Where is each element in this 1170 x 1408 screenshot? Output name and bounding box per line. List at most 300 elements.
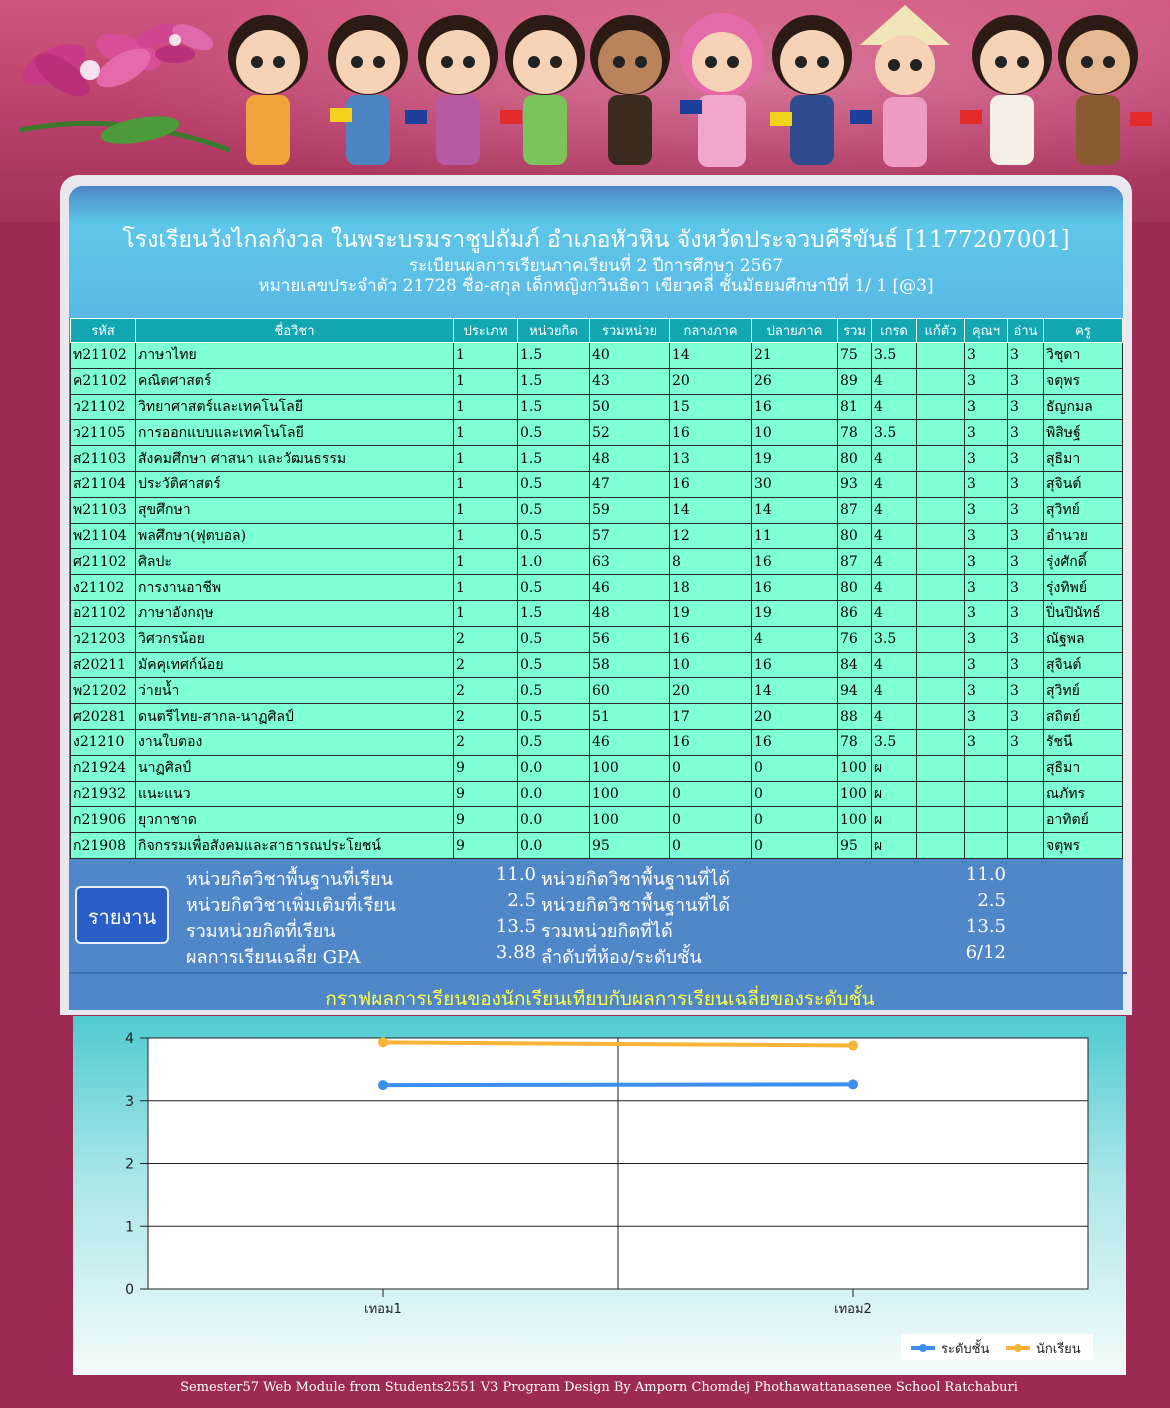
table-cell: 0 <box>670 755 752 781</box>
table-cell: 95 <box>590 833 670 859</box>
table-cell: 3.5 <box>872 343 917 369</box>
table-cell: 2 <box>454 626 518 652</box>
table-cell: 1.5 <box>518 343 590 369</box>
table-cell: 63 <box>590 549 670 575</box>
table-cell: ธัญกมล <box>1044 394 1123 420</box>
table-cell: 78 <box>838 729 872 755</box>
table-cell: 0 <box>670 781 752 807</box>
legend-label: นักเรียน <box>1036 1342 1081 1357</box>
table-cell: 4 <box>872 523 917 549</box>
summary-label-2: รวมหน่วยกิตที่ได้ <box>541 921 673 942</box>
table-cell: สุธิมา <box>1044 446 1123 472</box>
table-cell: 3 <box>965 343 1008 369</box>
column-header: รวม <box>838 319 872 343</box>
table-cell: จตุพร <box>1044 368 1123 394</box>
school-name: โรงเรียนวังไกลกังวล ในพระบรมราชูปถัมภ์ อำเภอหัวหิน จังหวัดประจวบคีรีขันธ์ [1177207001] <box>122 227 1070 253</box>
table-cell: 0.0 <box>518 781 590 807</box>
table-cell: 12 <box>670 523 752 549</box>
table-cell: วิชุดา <box>1044 343 1123 369</box>
table-cell: อ21102 <box>71 600 136 626</box>
table-cell: 94 <box>838 678 872 704</box>
table-cell: 4 <box>872 394 917 420</box>
table-cell: แนะแนว <box>136 781 454 807</box>
table-cell: 4 <box>872 368 917 394</box>
table-cell: 1 <box>454 420 518 446</box>
table-cell: 1.5 <box>518 394 590 420</box>
column-header: ประเภท <box>454 319 518 343</box>
table-cell <box>917 420 965 446</box>
table-cell: 3 <box>965 420 1008 446</box>
table-cell: ปิ่นปินัทธ์ <box>1044 600 1123 626</box>
table-cell: 4 <box>872 471 917 497</box>
data-point <box>378 1037 388 1047</box>
table-cell: ง21102 <box>71 575 136 601</box>
column-header: เกรด <box>872 319 917 343</box>
table-cell: สุจินต์ <box>1044 652 1123 678</box>
column-header: อ่าน <box>1008 319 1044 343</box>
table-cell: 46 <box>590 575 670 601</box>
table-cell: 16 <box>752 652 838 678</box>
table-cell: ภาษาไทย <box>136 343 454 369</box>
table-cell: 16 <box>752 549 838 575</box>
divider <box>69 972 1127 974</box>
table-row <box>71 781 1123 807</box>
table-cell: ส21103 <box>71 446 136 472</box>
table-cell: พ21104 <box>71 523 136 549</box>
table-cell: 20 <box>670 368 752 394</box>
summary-label: ผลการเรียนเฉลี่ย GPA <box>186 947 361 968</box>
table-cell: 100 <box>838 807 872 833</box>
table-cell: 3 <box>965 368 1008 394</box>
table-cell: 11 <box>752 523 838 549</box>
table-cell: พ21202 <box>71 678 136 704</box>
table-cell: 3 <box>1008 420 1044 446</box>
table-cell: ก21908 <box>71 833 136 859</box>
table-cell: วิทยาศาสตร์และเทคโนโลยี <box>136 394 454 420</box>
table-cell: ว21203 <box>71 626 136 652</box>
table-cell: 16 <box>670 471 752 497</box>
table-cell: วิศวกรน้อย <box>136 626 454 652</box>
footer-credit: Semester57 Web Module from Students2551 V3 Program Design By Amporn Chomdej Phothawattanasenee School Ratchaburi <box>180 1380 1018 1395</box>
table-cell: คณิตศาสตร์ <box>136 368 454 394</box>
table-cell: 1.5 <box>518 600 590 626</box>
table-cell: ท21102 <box>71 343 136 369</box>
table-cell: ประวัติศาสตร์ <box>136 471 454 497</box>
table-cell: 2 <box>454 678 518 704</box>
table-cell: 87 <box>838 549 872 575</box>
table-cell: 1.0 <box>518 549 590 575</box>
report-button[interactable]: รายงาน <box>75 886 169 944</box>
table-row <box>71 471 1123 497</box>
legend-marker <box>1014 1344 1022 1352</box>
table-cell: 1 <box>454 368 518 394</box>
table-cell <box>1008 781 1044 807</box>
table-cell: ยุวกาชาด <box>136 807 454 833</box>
table-cell: 3.5 <box>872 420 917 446</box>
summary-row <box>186 864 1016 888</box>
table-cell: 88 <box>838 704 872 730</box>
table-cell <box>917 497 965 523</box>
table-cell: ศ20281 <box>71 704 136 730</box>
y-tick-label: 3 <box>125 1093 134 1110</box>
summary-label: รวมหน่วยกิตที่เรียน <box>186 921 336 942</box>
table-cell <box>1008 755 1044 781</box>
table-cell: 1 <box>454 471 518 497</box>
table-cell: 2 <box>454 652 518 678</box>
summary-row <box>186 916 1016 940</box>
table-cell: 1 <box>454 394 518 420</box>
table-cell: 52 <box>590 420 670 446</box>
table-cell: 26 <box>752 368 838 394</box>
table-cell: 13 <box>670 446 752 472</box>
table-cell: รัชนี <box>1044 729 1123 755</box>
table-cell: 0.5 <box>518 471 590 497</box>
table-cell <box>917 626 965 652</box>
table-row <box>71 343 1123 369</box>
chart-title: กราฟผลการเรียนของนักเรียนเทียบกับผลการเรียนเฉลี่ยของระดับชั้น <box>325 988 875 1010</box>
grades-table <box>70 318 1123 859</box>
table-body <box>71 343 1123 859</box>
table-cell: รุ่งทิพย์ <box>1044 575 1123 601</box>
table-cell <box>917 755 965 781</box>
table-cell: 18 <box>670 575 752 601</box>
table-cell: 3 <box>1008 446 1044 472</box>
table-cell: 43 <box>590 368 670 394</box>
table-cell: 48 <box>590 600 670 626</box>
table-cell: 9 <box>454 755 518 781</box>
table-cell: ผ <box>872 833 917 859</box>
table-cell: 58 <box>590 652 670 678</box>
table-cell: 51 <box>590 704 670 730</box>
table-cell: 3 <box>965 600 1008 626</box>
table-cell: 40 <box>590 343 670 369</box>
table-cell: 76 <box>838 626 872 652</box>
column-header: รหัส <box>71 319 136 343</box>
table-cell <box>917 523 965 549</box>
table-cell: 0.5 <box>518 652 590 678</box>
table-cell: 100 <box>838 755 872 781</box>
table-cell: 3 <box>965 652 1008 678</box>
table-cell <box>1008 833 1044 859</box>
table-cell: 3 <box>965 446 1008 472</box>
table-row <box>71 704 1123 730</box>
table-cell: สังคมศึกษา ศาสนา และวัฒนธรรม <box>136 446 454 472</box>
column-header: คุณฯ <box>965 319 1008 343</box>
table-cell: ผ <box>872 807 917 833</box>
table-cell: 84 <box>838 652 872 678</box>
table-cell: 80 <box>838 575 872 601</box>
column-header: รวมหน่วย <box>590 319 670 343</box>
table-cell <box>917 549 965 575</box>
table-cell: นาฏศิลป์ <box>136 755 454 781</box>
table-cell: สุขศึกษา <box>136 497 454 523</box>
table-cell <box>917 343 965 369</box>
summary-label-2: หน่วยกิตวิชาพื้นฐานที่ได้ <box>541 869 730 890</box>
table-cell: 3 <box>965 626 1008 652</box>
summary-value: 11.0 <box>495 864 536 885</box>
table-cell: 3 <box>1008 600 1044 626</box>
table-row <box>71 523 1123 549</box>
summary-value-2: 2.5 <box>977 890 1006 911</box>
summary-value: 13.5 <box>495 916 536 937</box>
table-cell <box>1008 807 1044 833</box>
table-row <box>71 729 1123 755</box>
table-row <box>71 833 1123 859</box>
table-cell: 3 <box>1008 394 1044 420</box>
table-row <box>71 420 1123 446</box>
table-cell: 3 <box>1008 368 1044 394</box>
table-cell: 3 <box>965 729 1008 755</box>
table-cell: 100 <box>590 755 670 781</box>
table-cell: 3 <box>965 394 1008 420</box>
table-cell: 3 <box>1008 652 1044 678</box>
summary-section <box>0 860 1170 970</box>
table-cell: 80 <box>838 523 872 549</box>
table-cell: สุธิมา <box>1044 755 1123 781</box>
table-cell: 21 <box>752 343 838 369</box>
table-row <box>71 446 1123 472</box>
series-line-0 <box>383 1084 853 1085</box>
table-cell: การออกแบบและเทคโนโลยี <box>136 420 454 446</box>
table-cell: 3 <box>1008 471 1044 497</box>
table-cell: 0.5 <box>518 729 590 755</box>
table-cell: 75 <box>838 343 872 369</box>
table-cell: การงานอาชีพ <box>136 575 454 601</box>
column-header: ปลายภาค <box>752 319 838 343</box>
table-cell: 20 <box>670 678 752 704</box>
table-cell: 3 <box>965 704 1008 730</box>
table-cell: 3 <box>965 497 1008 523</box>
data-point <box>848 1041 858 1051</box>
table-cell: ก21932 <box>71 781 136 807</box>
table-cell: พิสิษฐ์ <box>1044 420 1123 446</box>
table-cell: 3 <box>1008 575 1044 601</box>
table-cell: 0.5 <box>518 575 590 601</box>
table-cell: 4 <box>872 497 917 523</box>
table-cell <box>917 781 965 807</box>
table-cell: 60 <box>590 678 670 704</box>
table-cell: 16 <box>670 626 752 652</box>
column-header: ครู <box>1044 319 1123 343</box>
column-header: หน่วยกิต <box>518 319 590 343</box>
table-cell: 19 <box>670 600 752 626</box>
table-cell: 1.5 <box>518 446 590 472</box>
report-header <box>69 186 1123 318</box>
table-cell: 9 <box>454 781 518 807</box>
table-cell: 4 <box>872 704 917 730</box>
table-cell: 30 <box>752 471 838 497</box>
table-cell: 4 <box>872 600 917 626</box>
table-cell: พ21103 <box>71 497 136 523</box>
column-header: กลางภาค <box>670 319 752 343</box>
column-header: ชื่อวิชา <box>136 319 454 343</box>
table-cell: 1 <box>454 497 518 523</box>
table-cell: 15 <box>670 394 752 420</box>
table-cell: 56 <box>590 626 670 652</box>
table-cell <box>917 833 965 859</box>
table-row <box>71 600 1123 626</box>
chart-container <box>73 1016 1126 1375</box>
table-row <box>71 678 1123 704</box>
table-cell: ว่ายน้ำ <box>136 678 454 704</box>
table-cell: ผ <box>872 755 917 781</box>
table-cell: 46 <box>590 729 670 755</box>
table-cell: 0.5 <box>518 523 590 549</box>
table-cell <box>917 729 965 755</box>
table-cell: ศ21102 <box>71 549 136 575</box>
table-cell: ณภัทร <box>1044 781 1123 807</box>
table-cell: 4 <box>872 446 917 472</box>
table-row <box>71 549 1123 575</box>
table-cell: 19 <box>752 446 838 472</box>
table-cell: 3 <box>1008 626 1044 652</box>
table-cell: 16 <box>752 729 838 755</box>
table-row <box>71 755 1123 781</box>
student-info: หมายเลขประจำตัว 21728 ชื่อ-สกุล เด็กหญิงกวินธิดา เขียวคลี่ ชั้นมัธยมศึกษาปีที่ 1/ 1 [@3] <box>258 276 934 296</box>
table-cell: 2 <box>454 704 518 730</box>
legend-marker <box>919 1344 927 1352</box>
table-cell <box>965 807 1008 833</box>
table-cell: ค21102 <box>71 368 136 394</box>
table-cell <box>917 446 965 472</box>
table-cell: 78 <box>838 420 872 446</box>
table-cell: 0.0 <box>518 807 590 833</box>
table-cell <box>917 652 965 678</box>
table-cell: 3.5 <box>872 729 917 755</box>
table-cell: 3 <box>1008 704 1044 730</box>
table-cell: 9 <box>454 833 518 859</box>
table-cell: 16 <box>752 394 838 420</box>
table-cell: 95 <box>838 833 872 859</box>
y-tick-label: 2 <box>125 1156 134 1173</box>
table-cell: 0.5 <box>518 497 590 523</box>
summary-value: 3.88 <box>495 942 536 963</box>
table-cell: 1 <box>454 446 518 472</box>
table-cell: 4 <box>872 652 917 678</box>
table-cell: รุ่งศักดิ์ <box>1044 549 1123 575</box>
table-cell <box>917 704 965 730</box>
table-cell <box>917 575 965 601</box>
table-cell: 4 <box>872 575 917 601</box>
table-cell: 0.5 <box>518 420 590 446</box>
table-cell: 14 <box>752 678 838 704</box>
cartoon-kids <box>228 5 1138 167</box>
table-cell: 0 <box>752 781 838 807</box>
table-cell: 14 <box>670 343 752 369</box>
table-cell: ว21105 <box>71 420 136 446</box>
table-cell <box>917 368 965 394</box>
table-cell: 48 <box>590 446 670 472</box>
table-cell: 3 <box>965 575 1008 601</box>
table-cell: ก21924 <box>71 755 136 781</box>
table-cell: 100 <box>590 807 670 833</box>
table-cell: ส21104 <box>71 471 136 497</box>
table-cell: 1 <box>454 343 518 369</box>
table-cell: 14 <box>752 497 838 523</box>
y-tick-label: 0 <box>125 1282 134 1298</box>
table-cell: 93 <box>838 471 872 497</box>
table-cell: 57 <box>590 523 670 549</box>
summary-label-2: ลำดับที่ห้อง/ระดับชั้น <box>541 947 702 968</box>
table-row <box>71 626 1123 652</box>
summary-row <box>186 942 1016 966</box>
table-row <box>71 652 1123 678</box>
table-cell: 8 <box>670 549 752 575</box>
table-cell: ก21906 <box>71 807 136 833</box>
table-cell <box>965 833 1008 859</box>
x-tick-label: เทอม1 <box>364 1302 402 1317</box>
table-cell: ผ <box>872 781 917 807</box>
summary-label: หน่วยกิตวิชาเพิ่มเติมที่เรียน <box>186 895 396 916</box>
y-tick-label: 1 <box>125 1219 134 1236</box>
data-point <box>378 1080 388 1090</box>
summary-label: หน่วยกิตวิชาพื้นฐานที่เรียน <box>186 869 393 890</box>
legend-label: ระดับชั้น <box>941 1342 990 1357</box>
table-cell: 59 <box>590 497 670 523</box>
table-cell: 1.5 <box>518 368 590 394</box>
table-cell: 80 <box>838 446 872 472</box>
table-cell: พลศึกษา(ฟุตบอล) <box>136 523 454 549</box>
table-cell: 100 <box>838 781 872 807</box>
table-cell: 3 <box>965 523 1008 549</box>
table-cell: 3 <box>1008 678 1044 704</box>
table-cell <box>965 755 1008 781</box>
table-cell: 0.5 <box>518 626 590 652</box>
summary-value: 2.5 <box>507 890 536 911</box>
table-cell: กิจกรรมเพื่อสังคมและสาธารณประโยชน์ <box>136 833 454 859</box>
table-cell: 3 <box>1008 523 1044 549</box>
table-cell: สุวิทย์ <box>1044 678 1123 704</box>
table-cell: 17 <box>670 704 752 730</box>
table-cell: 0 <box>752 807 838 833</box>
table-cell: 3 <box>965 471 1008 497</box>
table-cell: 50 <box>590 394 670 420</box>
table-cell: 0.0 <box>518 833 590 859</box>
table-cell: สถิตย์ <box>1044 704 1123 730</box>
summary-value-2: 13.5 <box>965 916 1006 937</box>
table-cell: 3 <box>1008 729 1044 755</box>
table-cell: สุจินต์ <box>1044 471 1123 497</box>
table-cell: 0 <box>670 807 752 833</box>
data-point <box>848 1079 858 1089</box>
table-cell: 2 <box>454 729 518 755</box>
table-cell: ง21210 <box>71 729 136 755</box>
table-cell: 87 <box>838 497 872 523</box>
table-header-row <box>71 319 1123 343</box>
table-cell: 3 <box>1008 343 1044 369</box>
table-cell: สุวิทย์ <box>1044 497 1123 523</box>
table-cell: 4 <box>752 626 838 652</box>
table-cell: 0 <box>752 833 838 859</box>
table-cell: อาทิตย์ <box>1044 807 1123 833</box>
table-cell: 3.5 <box>872 626 917 652</box>
table-cell: ภาษาอังกฤษ <box>136 600 454 626</box>
table-cell: 16 <box>670 420 752 446</box>
table-cell: 10 <box>752 420 838 446</box>
table-cell: 0.5 <box>518 704 590 730</box>
table-cell: 86 <box>838 600 872 626</box>
record-title: ระเบียนผลการเรียนภาคเรียนที่ 2 ปีการศึกษา 2567 <box>408 256 784 276</box>
summary-row <box>186 890 1016 914</box>
table-cell: ณัฐพล <box>1044 626 1123 652</box>
table-cell: 14 <box>670 497 752 523</box>
table-cell: 100 <box>590 781 670 807</box>
table-cell: 4 <box>872 678 917 704</box>
table-cell <box>917 394 965 420</box>
table-cell <box>917 471 965 497</box>
table-cell: 0 <box>752 755 838 781</box>
table-cell: 47 <box>590 471 670 497</box>
